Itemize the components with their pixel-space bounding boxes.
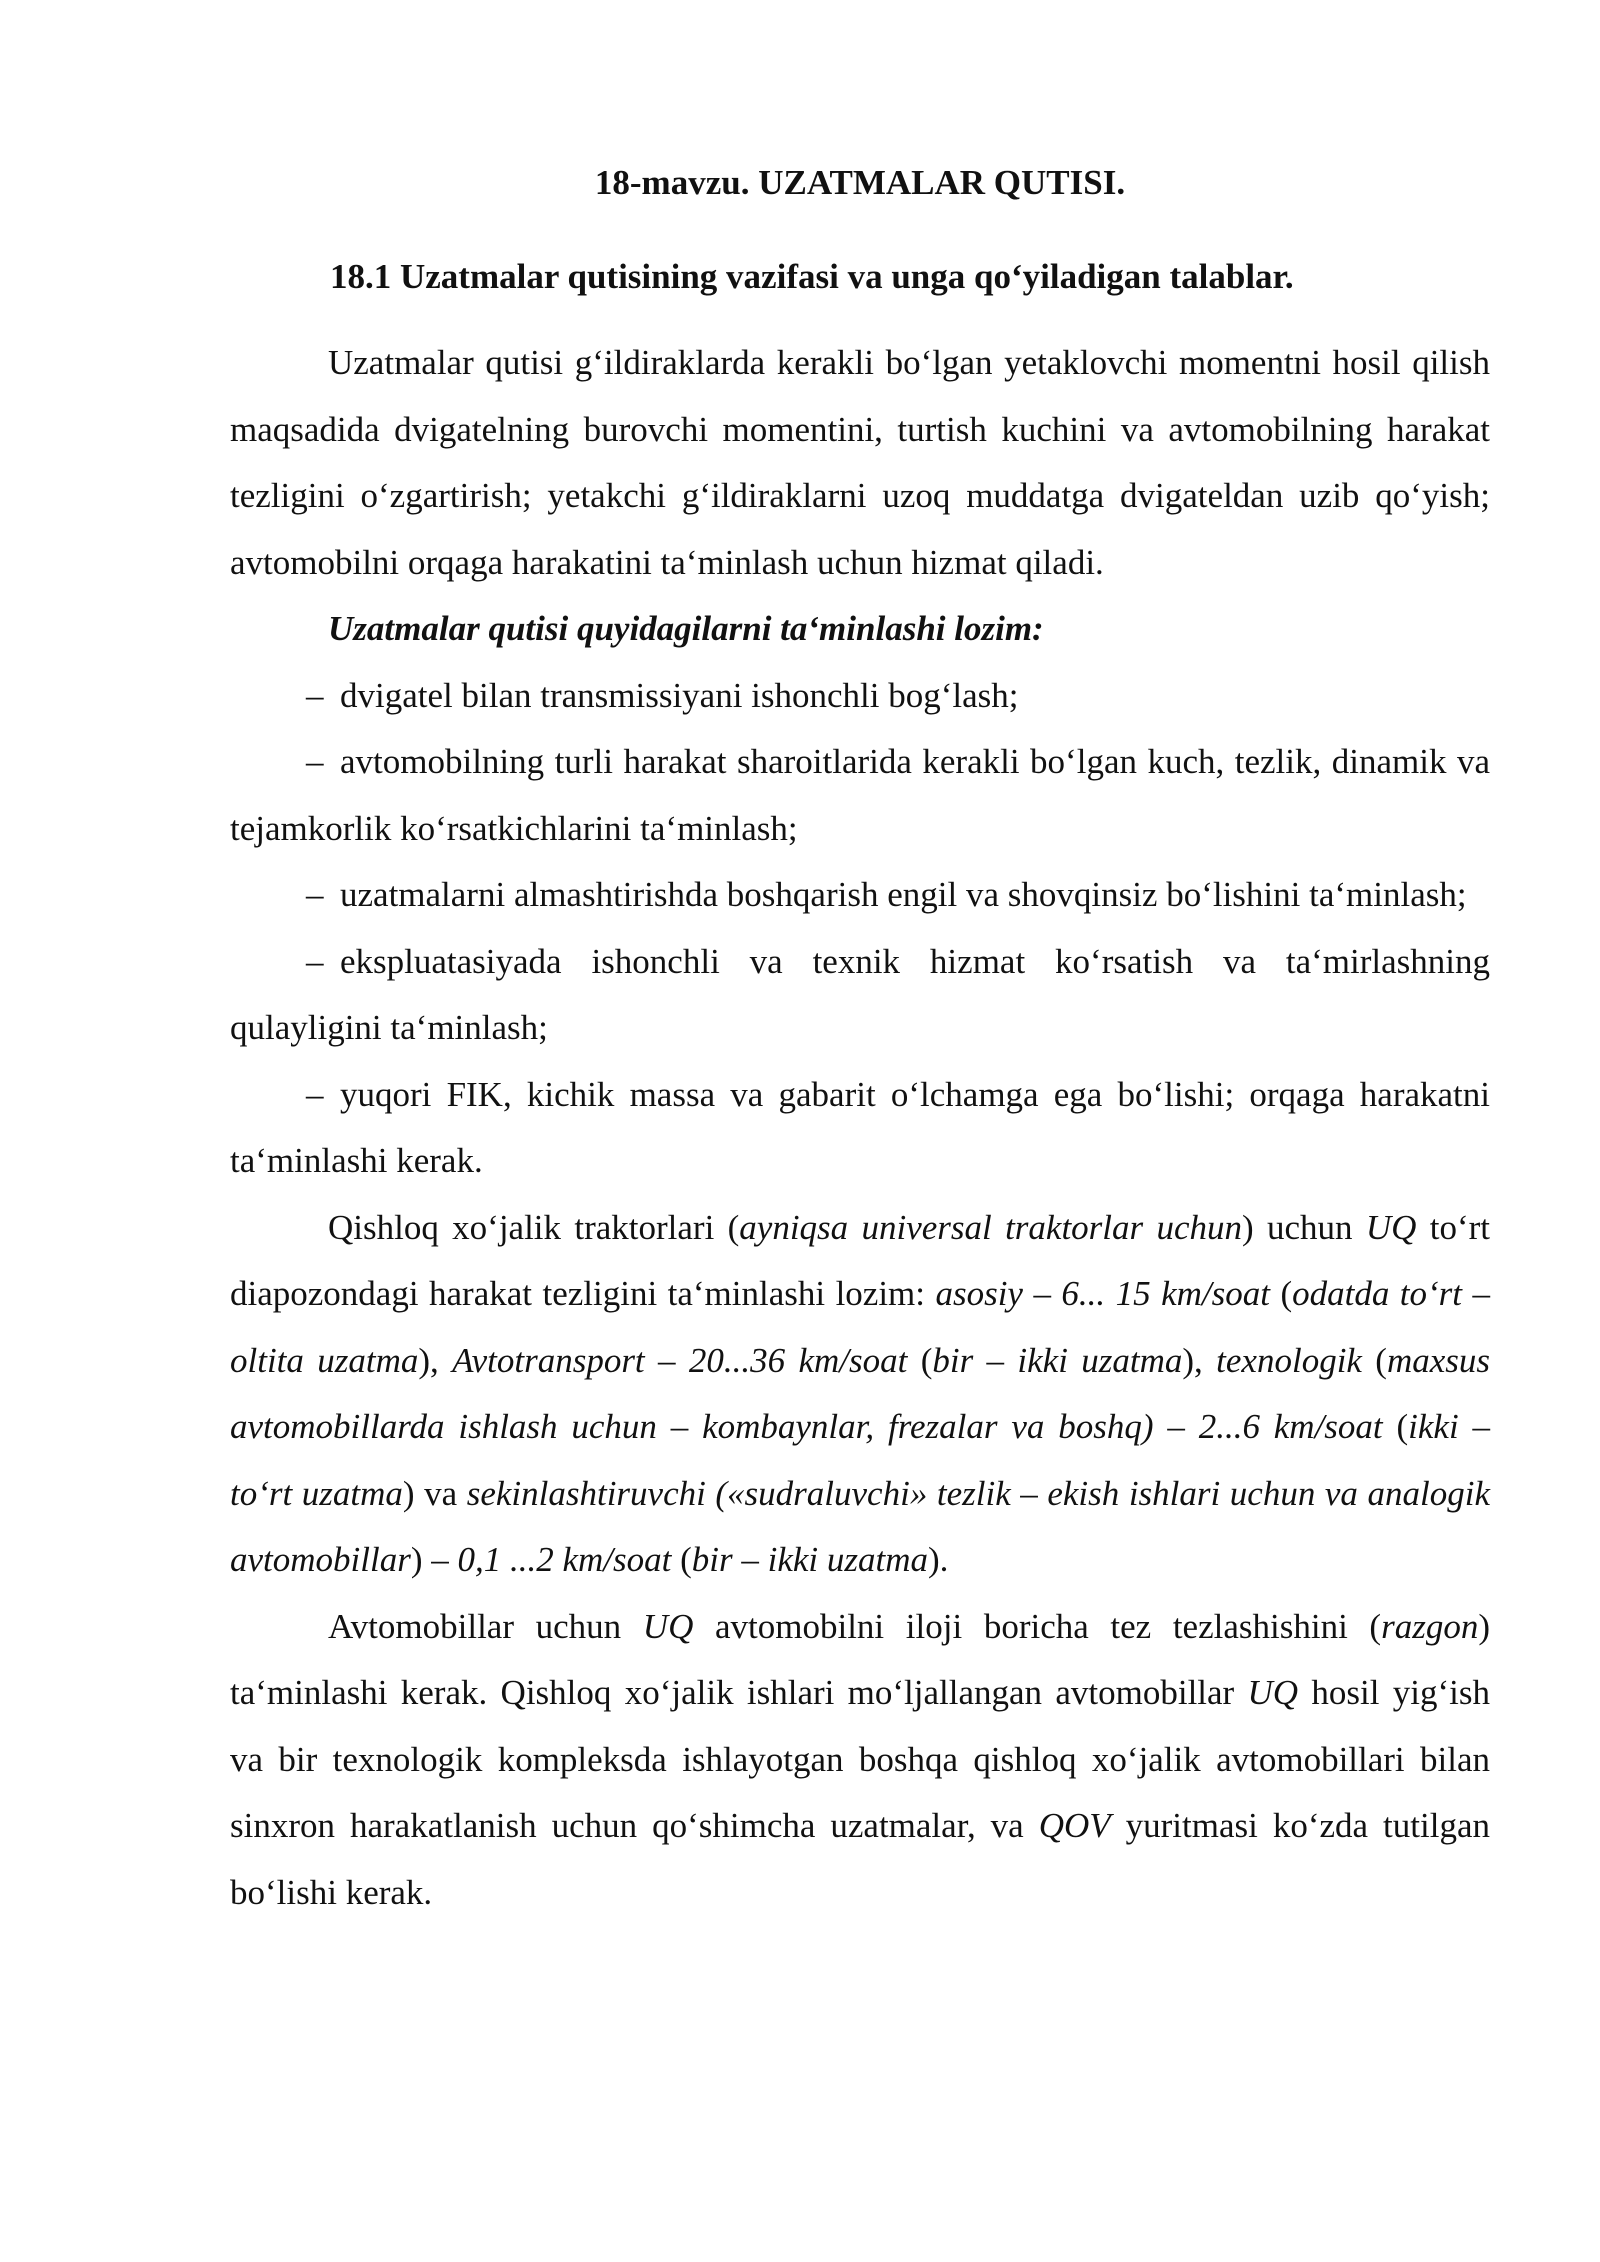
paragraph-tractor-speeds: [230, 1195, 1490, 1594]
section-heading: 18.1 Uzatmalar qutisining vazifasi va unga qo‘yiladigan talablar.: [330, 256, 1294, 296]
text-run: ),: [418, 1340, 453, 1380]
text-run: (: [1382, 1407, 1409, 1446]
italic-run: maxsus avtomobillarda ishlash uchun – kombaynlar, frezalar va boshq): [230, 1340, 1491, 1446]
list-item-text: avtomobilning turli harakat sharoitlarida kerakli bo‘lgan kuch, tezlik, dinamik va tejamkorlik ko‘rsatkichlarini ta‘minlash;: [230, 742, 1490, 848]
dash-marker: –: [306, 675, 324, 715]
text-run: (: [671, 1540, 692, 1579]
italic-run: ayniqsa universal traktorlar uchun: [739, 1207, 1242, 1247]
text-run: ) ta‘minlashi kerak. Qishloq xo‘jalik ishlari mo‘ljallangan avtomobillar: [230, 1606, 1490, 1712]
text-run: yuritmasi ko‘zda tutilgan bo‘lishi kerak.: [230, 1806, 1490, 1912]
list-item: [230, 663, 1490, 730]
paragraph-purpose: Uzatmalar qutisi g‘ildiraklarda kerakli bo‘lgan yetaklovchi momentni hosil qilish maqsadida dvigatelning burovchi momentini, turtish kuchini va avtomobilning harakat tezligini o‘zgartirish; yetakchi g‘ildiraklarni uzoq muddatga dvigateldan uzib qo‘yish; avtomobilni orqaga harakatini ta‘minlash uchun hizmat qiladi.: [230, 343, 1490, 582]
italic-run: Avtotransport – 20...36 km/soat: [452, 1340, 908, 1380]
text-run: ) va: [402, 1473, 467, 1513]
list-item-text: ekspluatasiyada ishonchli va texnik hizmat ko‘rsatish va ta‘mirlashning qulayligini ta‘minlash;: [230, 941, 1490, 1047]
italic-run: UQ: [642, 1606, 694, 1646]
italic-run: asosiy – 6... 15 km/soat: [935, 1274, 1270, 1313]
list-item: [230, 862, 1490, 929]
text-run: [1154, 1407, 1168, 1446]
text-run: to‘rt diapozondagi harakat tezligini ta‘minlashi lozim:: [230, 1207, 1490, 1313]
italic-run: QOV: [1038, 1806, 1111, 1845]
italic-run: – 2...6 km/soat: [1167, 1407, 1383, 1446]
page-title: 18-mavzu. UZATMALAR QUTISI.: [594, 163, 1126, 202]
dash-marker: –: [306, 742, 324, 781]
text-run: ),: [1182, 1340, 1217, 1380]
italic-run: – 0,1 ...2 km/soat: [431, 1540, 672, 1579]
list-item: [230, 729, 1490, 862]
paragraph-automobiles: [230, 1594, 1490, 1927]
text-run: Avtomobillar uchun: [328, 1606, 643, 1646]
italic-run: odatda to‘rt – oltita uzatma: [230, 1274, 1490, 1380]
list-item-text: uzatmalarni almashtirishda boshqarish engil va shovqinsiz bo‘lishini ta‘minlash;: [340, 875, 1467, 914]
italic-run: bir – ikki uzatma: [932, 1340, 1183, 1380]
text-run: (: [1269, 1274, 1293, 1313]
text-run: ): [410, 1540, 432, 1579]
dash-marker: –: [306, 1074, 324, 1114]
text-run: hosil yig‘ish va bir texnologik kompleksda ishlayotgan boshqa qishloq xo‘jalik avtomobillari bilan sinxron harakatlanish uchun qo‘shimcha uzatmalar, va: [230, 1673, 1491, 1845]
italic-run: bir – ikki uzatma: [691, 1540, 929, 1579]
text-run: ) uchun: [1242, 1207, 1366, 1247]
italic-run: razgon: [1381, 1606, 1479, 1646]
list-item: [230, 929, 1490, 1062]
text-run: ).: [928, 1540, 949, 1579]
italic-run: sekinlashtiruvchi («sudraluvchi» tezlik – ekish ishlari uchun va analogik avtomobillar: [230, 1473, 1490, 1579]
list-item: [230, 1062, 1490, 1195]
italic-run: UQ: [1247, 1673, 1299, 1712]
document-page: [230, 150, 1490, 1926]
text-run: avtomobilni iloji boricha tez tezlashishini (: [693, 1606, 1382, 1646]
text-run: Qishloq xo‘jalik traktorlari (: [328, 1207, 740, 1247]
text-run: (: [1361, 1340, 1387, 1380]
italic-run: UQ: [1365, 1207, 1417, 1247]
list-item-text: dvigatel bilan transmissiyani ishonchli bog‘lash;: [340, 675, 1019, 715]
dash-marker: –: [306, 941, 324, 981]
list-item-text: yuqori FIK, kichik massa va gabarit o‘lchamga ega bo‘lishi; orqaga harakatni ta‘minlashi kerak.: [230, 1074, 1490, 1180]
requirements-heading: Uzatmalar qutisi quyidagilarni ta‘minlashi lozim:: [328, 609, 1044, 648]
dash-marker: –: [306, 875, 324, 914]
italic-run: ikki – to‘rt uzatma: [230, 1407, 1491, 1513]
text-run: (: [907, 1340, 933, 1380]
italic-run: texnologik: [1216, 1340, 1362, 1380]
